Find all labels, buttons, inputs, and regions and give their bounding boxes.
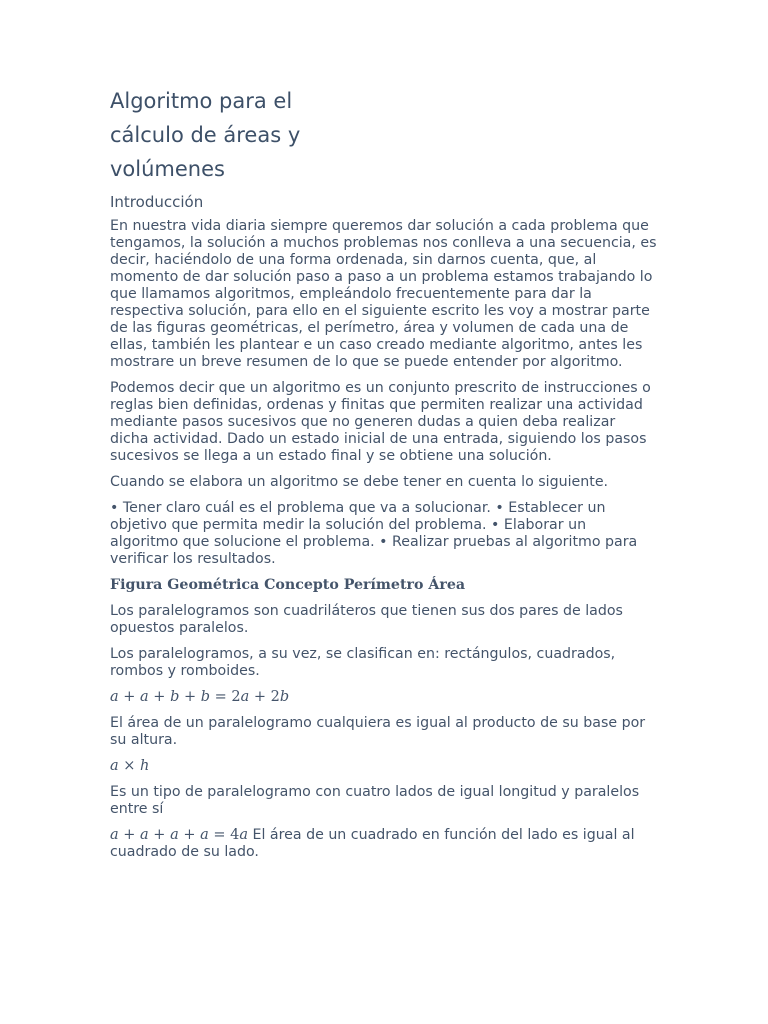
paragraph-square-def: Es un tipo de paralelogramo con cuatro lados de igual longitud y paralelos entre sí (110, 784, 640, 817)
section-heading-introduccion: Introducción (110, 193, 204, 211)
paragraph-parallelogram-types: Los paralelogramos, a su vez, se clasifican en: rectángulos, cuadrados, rombos y romboides. (110, 646, 616, 679)
paragraph-intro: En nuestra vida diaria siempre queremos dar solución a cada problema que tengamos, la solución a muchos problemas nos conlleva a una secuencia, es decir, haciéndolo de una forma ordenada, sin darnos cuenta, que, al momento de dar solución paso a paso a un problema estamos trabajando lo que llamamos algoritmos, empleándolo frecuentemente para dar la respectiva solución, para ello en el siguiente escrito les voy a mostrar parte de las figuras geométricas, el perímetro, área y volumen de cada una de ellas, también les plantear e un caso creado mediante algoritmo, antes les mostrare un breve resumen de lo que se puede entender por algoritmo. (110, 218, 657, 370)
square-area-text: El área de un cuadrado en función del lado es igual al cuadrado de su lado. (110, 827, 635, 860)
paragraph-parallelogram-def: Los paralelogramos son cuadriláteros que tienen sus dos pares de lados opuestos paralelos. (110, 603, 623, 636)
formula-perimeter-parallelogram: a + a + b + b = 2a + 2b (110, 689, 290, 705)
document-title: Algoritmo para el cálculo de áreas y volúmenes (110, 89, 301, 181)
paragraph-definition: Podemos decir que un algoritmo es un conjunto prescrito de instrucciones o reglas bien definidas, ordenas y finitas que permiten realizar una actividad mediante pasos sucesivos que no generen dudas a quien deba realizar dicha actividad. Dado un estado inicial de una entrada, siguiendo los pasos sucesivos se llega a un estado final y se obtiene una solución. (110, 380, 651, 464)
paragraph-parallelogram-area: El área de un paralelogramo cualquiera es igual al producto de su base por su altura. (110, 715, 646, 748)
formula-perimeter-square: a + a + a + a = 4a (110, 827, 248, 843)
document-page (110, 84, 658, 870)
formula-area-parallelogram: a × h (110, 758, 150, 774)
paragraph-square-perimeter-area (110, 827, 658, 861)
paragraph-considerations: Cuando se elabora un algoritmo se debe tener en cuenta lo siguiente. (110, 474, 609, 490)
paragraph-steps-list: • Tener claro cuál es el problema que va a solucionar. • Establecer un objetivo que permita medir la solución del problema. • Elaborar un algoritmo que solucione el problema. • Realizar pruebas al algoritmo para verificar los resultados. (110, 500, 638, 567)
table-heading: Figura Geométrica Concepto Perímetro Área (110, 577, 466, 593)
